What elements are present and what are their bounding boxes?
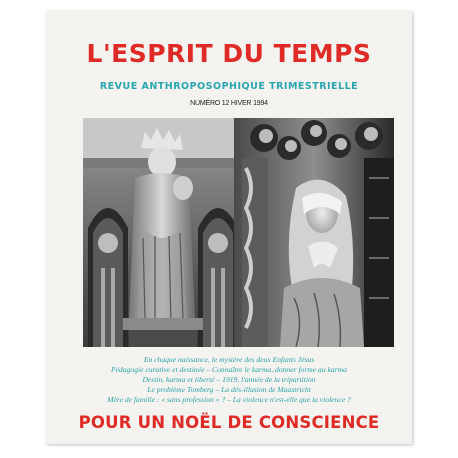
table-of-contents: [46, 355, 412, 405]
contents-line: En chaque naissance, le mystère des deux Enfants Jésus: [143, 355, 315, 364]
photo-virgin-carving: [234, 118, 394, 347]
contents-line: Mère de famille : « sans profession » ? – La violence n'est-elle que la violence ?: [107, 395, 351, 404]
magazine-cover: [46, 11, 412, 444]
photo-madonna-statue: [83, 118, 243, 347]
magazine-title: L'ESPRIT DU TEMPS: [86, 39, 372, 68]
contents-line: Le problème Tomberg – La dés-illusion de Maastricht: [147, 385, 311, 394]
virgin-carving-image: [234, 118, 394, 347]
madonna-statue-image: [83, 118, 243, 347]
issue-number: NUMÉRO 12 HIVER 1994: [190, 100, 268, 107]
contents-line: Destin, karma et liberté – 1919, l'année de la tripartition: [142, 375, 316, 384]
cover-headline: POUR UN NOËL DE CONSCIENCE: [78, 413, 380, 432]
contents-line: Pédagogie curative et destinée – Connaître le karma, donner forme au karma: [111, 365, 347, 374]
magazine-subtitle: REVUE ANTHROPOSOPHIQUE TRIMESTRIELLE: [99, 81, 359, 92]
